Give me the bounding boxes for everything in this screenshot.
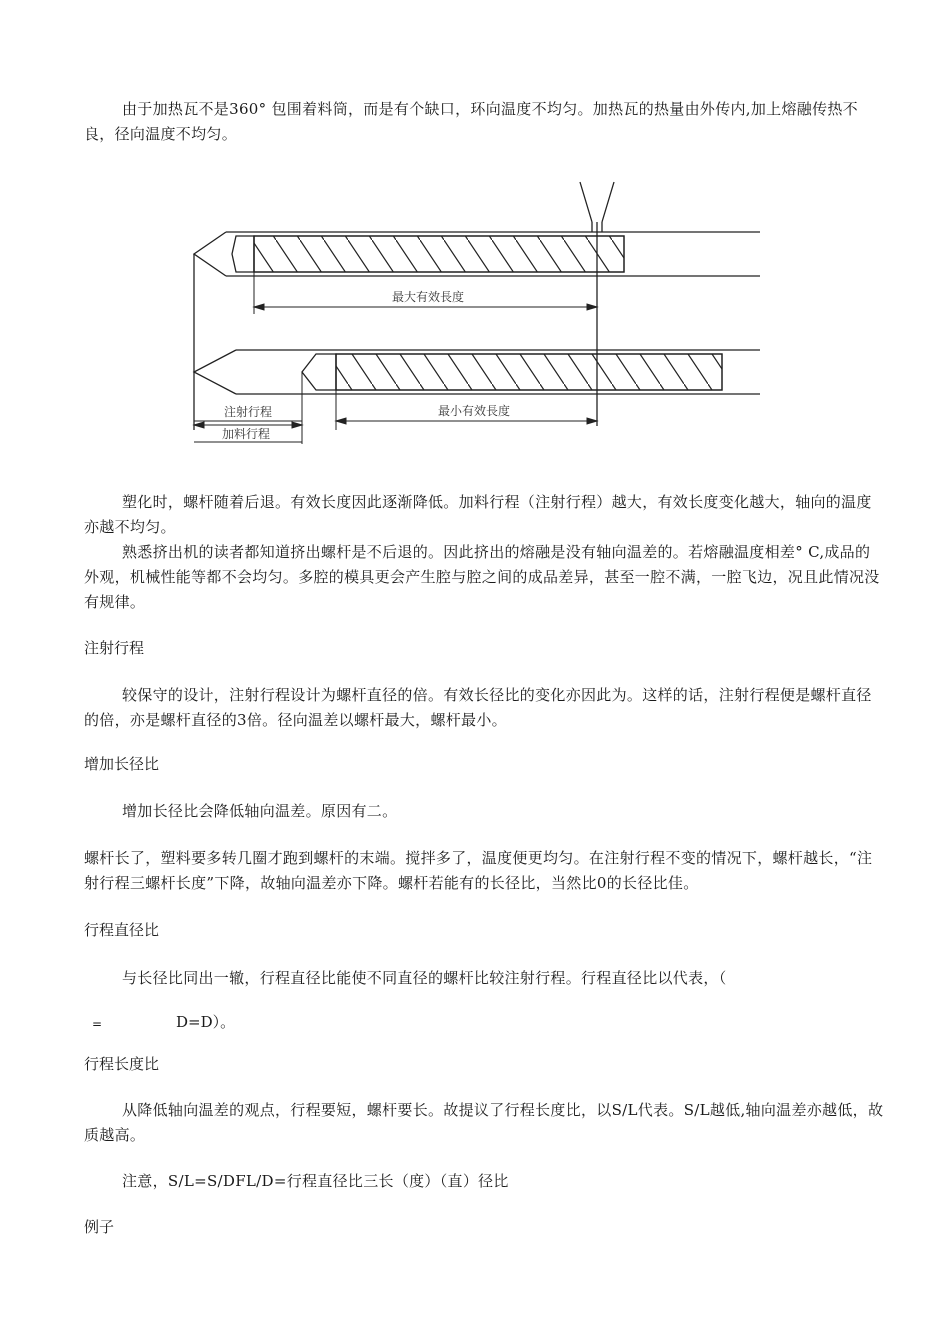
label-max-effective-length: 最大有效長度 xyxy=(392,290,465,304)
paragraph-stroke-length: 从降低轴向温差的观点，行程要短，螺杆要长。故提议了行程长度比，以S/L代表。S/L越低,轴向温差亦越低，故质越高。 xyxy=(84,1101,884,1144)
paragraph-increase-ld: 增加长径比会降低轴向温差。原因有二。 xyxy=(122,802,398,820)
formula-expression: D=D）。 xyxy=(176,1013,236,1031)
paragraph-heating: 由于加热瓦不是360° 包围着料筒，而是有个缺口，环向温度不均匀。加热瓦的热量由外传内,加上熔融传热不良，径向温度不均匀。 xyxy=(84,100,858,143)
paragraph-longer-screw: 螺杆长了，塑料要多转几圈才跑到螺杆的末端。搅拌多了，温度便更均匀。在注射行程不变的情况下，螺杆越长，“注射行程三螺杆长度”下降，故轴向温差亦下降。螺杆若能有的长径比，当然比0的长径比佳。 xyxy=(84,849,873,892)
formula-equals: = xyxy=(92,1017,103,1031)
paragraph-extruder: 熟悉挤出机的读者都知道挤出螺杆是不后退的。因此挤出的熔融是没有轴向温差的。若熔融温度相差° C,成品的外观，机械性能等都不会均匀。多腔的模具更会产生腔与腔之间的成品差异，甚至一腔不满，一腔飞边，况且此情况没有规律。 xyxy=(84,543,880,611)
paragraph-plasticizing: 塑化时，螺杆随着后退。有效长度因此逐渐降低。加料行程（注射行程）越大，有效长度变化越大，轴向的温度亦越不均匀。 xyxy=(84,493,872,536)
label-feeding-stroke: 加料行程 xyxy=(222,427,271,441)
paragraph-note: 注意，S/L=S/DFL/D=行程直径比三长（度）（直）径比 xyxy=(122,1172,509,1190)
heading-stroke-diameter: 行程直径比 xyxy=(84,921,160,939)
heading-increase-ld: 增加长径比 xyxy=(84,755,160,773)
screw-bottom xyxy=(302,354,722,390)
paragraph-stroke-diameter: 与长径比同出一辙，行程直径比能使不同直径的螺杆比较注射行程。行程直径比以代表，（ xyxy=(122,969,727,987)
screw-effective-length-diagram xyxy=(180,168,770,460)
heading-injection-stroke: 注射行程 xyxy=(84,639,145,657)
heading-example: 例子 xyxy=(84,1218,115,1236)
screw-top xyxy=(232,236,624,272)
heading-stroke-length: 行程长度比 xyxy=(84,1055,160,1073)
paragraph-injection-stroke: 较保守的设计，注射行程设计为螺杆直径的倍。有效长径比的变化亦因此为。这样的话，注射行程便是螺杆直径的倍，亦是螺杆直径的3倍。径向温差以螺杆最大，螺杆最小。 xyxy=(84,686,872,729)
label-min-effective-length: 最小有效長度 xyxy=(438,404,511,418)
label-injection-stroke: 注射行程 xyxy=(224,405,273,419)
